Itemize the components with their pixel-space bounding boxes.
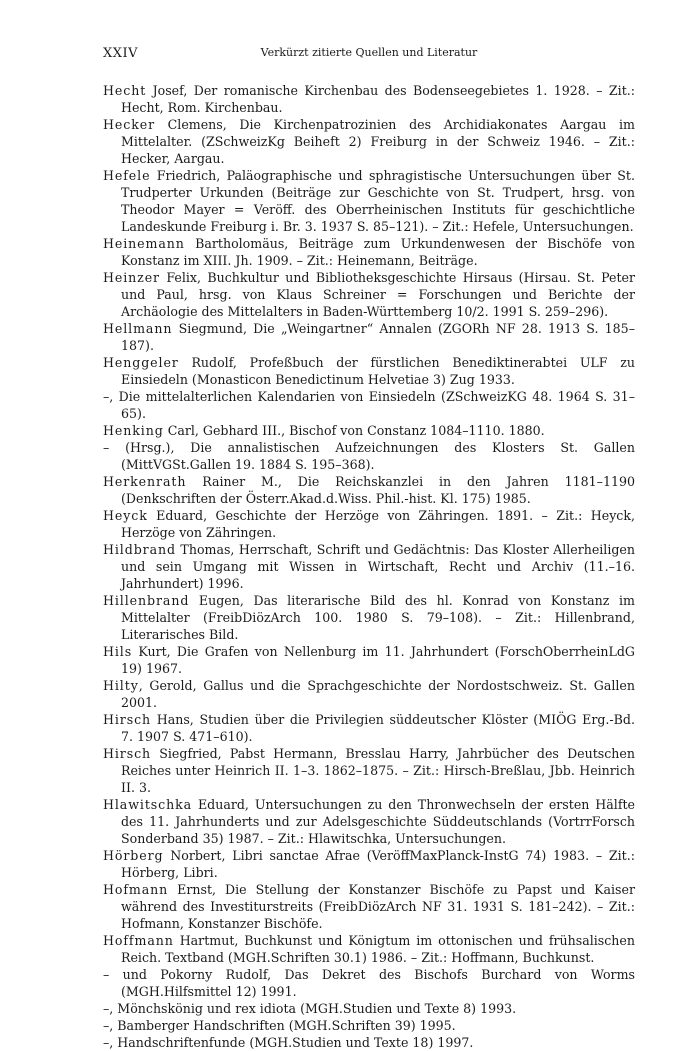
bibliography-entry xyxy=(103,711,635,745)
bibliography-entry xyxy=(103,422,635,439)
bibliography-entry xyxy=(103,966,635,1000)
entry-author: Hildbrand xyxy=(103,542,176,557)
entry-author: Heyck xyxy=(103,508,148,523)
bibliography-entry xyxy=(103,473,635,507)
entry-text: Norbert, Libri sanctae Afrae (VeröffMaxPlanck-InstG 74) 1983. – Zit.: Hörberg, Libri. xyxy=(121,848,635,880)
bibliography-entry xyxy=(103,507,635,541)
entry-text: Hans, Studien über die Privilegien süddeutscher Klöster (MIÖG Erg.-Bd. 7. 1907 S. 471–610). xyxy=(121,712,635,744)
entry-author: Hörberg xyxy=(103,848,164,863)
entry-text: –, Handschriftenfunde (MGH.Studien und Texte 18) 1997. xyxy=(103,1035,474,1050)
entry-author: Henking xyxy=(103,423,164,438)
entry-text: Siegmund, Die „Weingartner“ Annalen (ZGORh NF 28. 1913 S. 185–187). xyxy=(121,321,635,353)
bibliography-entry xyxy=(103,643,635,677)
entry-text: Carl, Gebhard III., Bischof von Constanz 1084–1110. 1880. xyxy=(163,423,545,438)
bibliography-entry xyxy=(103,116,635,167)
entry-author: Heinzer xyxy=(103,270,160,285)
bibliography-entry xyxy=(103,82,635,116)
entry-text: Eduard, Untersuchungen zu den Thronwechseln der ersten Hälfte des 11. Jahrhunderts und zur Adelsgeschichte Süddeutschlands (VortrrForsch Sonderband 35) 1987. – Zit.: Hlawitschka, Untersuchungen. xyxy=(121,797,635,846)
bibliography-entry xyxy=(103,745,635,796)
entry-text: – und Pokorny Rudolf, Das Dekret des Bischofs Burchard von Worms (MGH.Hilfsmittel 12) 1991. xyxy=(103,967,635,999)
entry-author: Hefele xyxy=(103,168,151,183)
entry-text: Hartmut, Buchkunst und Königtum im ottonischen und frühsalischen Reich. Textband (MGH.Schriften 30.1) 1986. – Zit.: Hoffmann, Buchkunst. xyxy=(121,933,635,965)
entry-author: Henggeler xyxy=(103,355,179,370)
entry-text: – (Hrsg.), Die annalistischen Aufzeichnungen des Klosters St. Gallen (MittVGSt.Gallen 19. 1884 S. 195–368). xyxy=(103,440,635,472)
entry-author: Herkenrath xyxy=(103,474,187,489)
entry-text: Siegfried, Pabst Hermann, Bresslau Harry, Jahrbücher des Deutschen Reiches unter Heinrich II. 1–3. 1862–1875. – Zit.: Hirsch-Breßlau, Jbb. Heinrich II. 3. xyxy=(121,746,635,795)
entry-author: Hoffmann xyxy=(103,933,174,948)
bibliography-entry xyxy=(103,881,635,932)
bibliography-entry xyxy=(103,388,635,422)
bibliography-entry xyxy=(103,847,635,881)
running-title: Verkürzt zitierte Quellen und Literatur xyxy=(260,46,478,59)
entry-text: Bartholomäus, Beiträge zum Urkundenwesen der Bischöfe von Konstanz im XIII. Jh. 1909. – Zit.: Heinemann, Beiträge. xyxy=(121,236,635,268)
entry-text: Friedrich, Paläographische und sphragistische Untersuchungen über St. Trudperter Urkunden (Beiträge zur Geschichte von St. Trudpert, hrsg. von Theodor Mayer = Veröff. des Oberrheinischen Instituts für geschichtliche Landeskunde Freiburg i. Br. 3. 1937 S. 85–121). – Zit.: Hefele, Untersuchungen. xyxy=(121,168,635,234)
entry-text: –, Mönchskönig und rex idiota (MGH.Studien und Texte 8) 1993. xyxy=(103,1001,517,1016)
entry-author: Hirsch xyxy=(103,712,152,727)
bibliography-entry xyxy=(103,167,635,235)
entry-text: Eugen, Das literarische Bild des hl. Konrad von Konstanz im Mittelalter (FreibDiözArch 100. 1980 S. 79–108). – Zit.: Hillenbrand, Literarisches Bild. xyxy=(121,593,635,642)
entry-text: Eduard, Geschichte der Herzöge von Zähringen. 1891. – Zit.: Heyck, Herzöge von Zähringen. xyxy=(121,508,635,540)
entry-author: Hellmann xyxy=(103,321,173,336)
entry-author: Hlawitschka xyxy=(103,797,193,812)
entry-author: Hecht xyxy=(103,83,147,98)
bibliography-entry xyxy=(103,541,635,592)
bibliography-entry xyxy=(103,320,635,354)
entry-text: –, Bamberger Handschriften (MGH.Schriften 39) 1995. xyxy=(103,1018,456,1033)
bibliography-entry xyxy=(103,932,635,966)
entry-text: Kurt, Die Grafen von Nellenburg im 11. Jahrhundert (ForschOberrheinLdG 19) 1967. xyxy=(121,644,635,676)
bibliography-list xyxy=(103,82,635,1051)
running-header xyxy=(103,46,635,62)
entry-author: Hofmann xyxy=(103,882,169,897)
page-folio: XXIV xyxy=(103,46,139,61)
bibliography-entry xyxy=(103,235,635,269)
bibliography-entry xyxy=(103,439,635,473)
entry-author: Hecker xyxy=(103,117,155,132)
entry-text: Clemens, Die Kirchenpatrozinien des Archidiakonates Aargau im Mittelalter. (ZSchweizKg Beiheft 2) Freiburg in der Schweiz 1946. – Zit.: Hecker, Aargau. xyxy=(121,117,635,166)
bibliography-entry xyxy=(103,354,635,388)
entry-text: Rainer M., Die Reichskanzlei in den Jahren 1181–1190 (Denkschriften der Österr.Akad.d.Wiss. Phil.-hist. Kl. 175) 1985. xyxy=(121,474,635,506)
bibliography-entry xyxy=(103,1000,635,1017)
entry-text: , Gerold, Gallus und die Sprachgeschichte der Nordostschweiz. St. Gallen 2001. xyxy=(121,678,635,710)
bibliography-entry xyxy=(103,1017,635,1034)
bibliography-entry xyxy=(103,1034,635,1051)
entry-author: Heinemann xyxy=(103,236,185,251)
entry-text: Josef, Der romanische Kirchenbau des Bodenseegebietes 1. 1928. – Zit.: Hecht, Rom. Kirchenbau. xyxy=(121,83,635,115)
entry-text: Thomas, Herrschaft, Schrift und Gedächtnis: Das Kloster Allerheiligen und sein Umgang mit Wissen in Wirtschaft, Recht und Archiv (11.–16. Jahrhundert) 1996. xyxy=(121,542,635,591)
entry-author: Hillenbrand xyxy=(103,593,190,608)
entry-author: Hirsch xyxy=(103,746,152,761)
entry-author: Hils xyxy=(103,644,133,659)
bibliography-entry xyxy=(103,677,635,711)
bibliography-entry xyxy=(103,592,635,643)
entry-text: –, Die mittelalterlichen Kalendarien von Einsiedeln (ZSchweizKG 48. 1964 S. 31–65). xyxy=(103,389,635,421)
entry-text: Felix, Buchkultur und Bibliotheksgeschichte Hirsaus (Hirsau. St. Peter und Paul, hrsg. von Klaus Schreiner = Forschungen und Berichte der Archäologie des Mittelalters in Baden-Württemberg 10/2. 1991 S. 259–296). xyxy=(121,270,635,319)
entry-text: Rudolf, Profeßbuch der fürstlichen Benediktinerabtei ULF zu Einsiedeln (Monasticon Benedictinum Helvetiae 3) Zug 1933. xyxy=(121,355,635,387)
entry-author: Hilty xyxy=(103,678,139,693)
bibliography-entry xyxy=(103,796,635,847)
bibliography-entry xyxy=(103,269,635,320)
entry-text: Ernst, Die Stellung der Konstanzer Bischöfe zu Papst und Kaiser während des Investiturstreits (FreibDiözArch NF 31. 1931 S. 181–242). – Zit.: Hofmann, Konstanzer Bischöfe. xyxy=(121,882,635,931)
